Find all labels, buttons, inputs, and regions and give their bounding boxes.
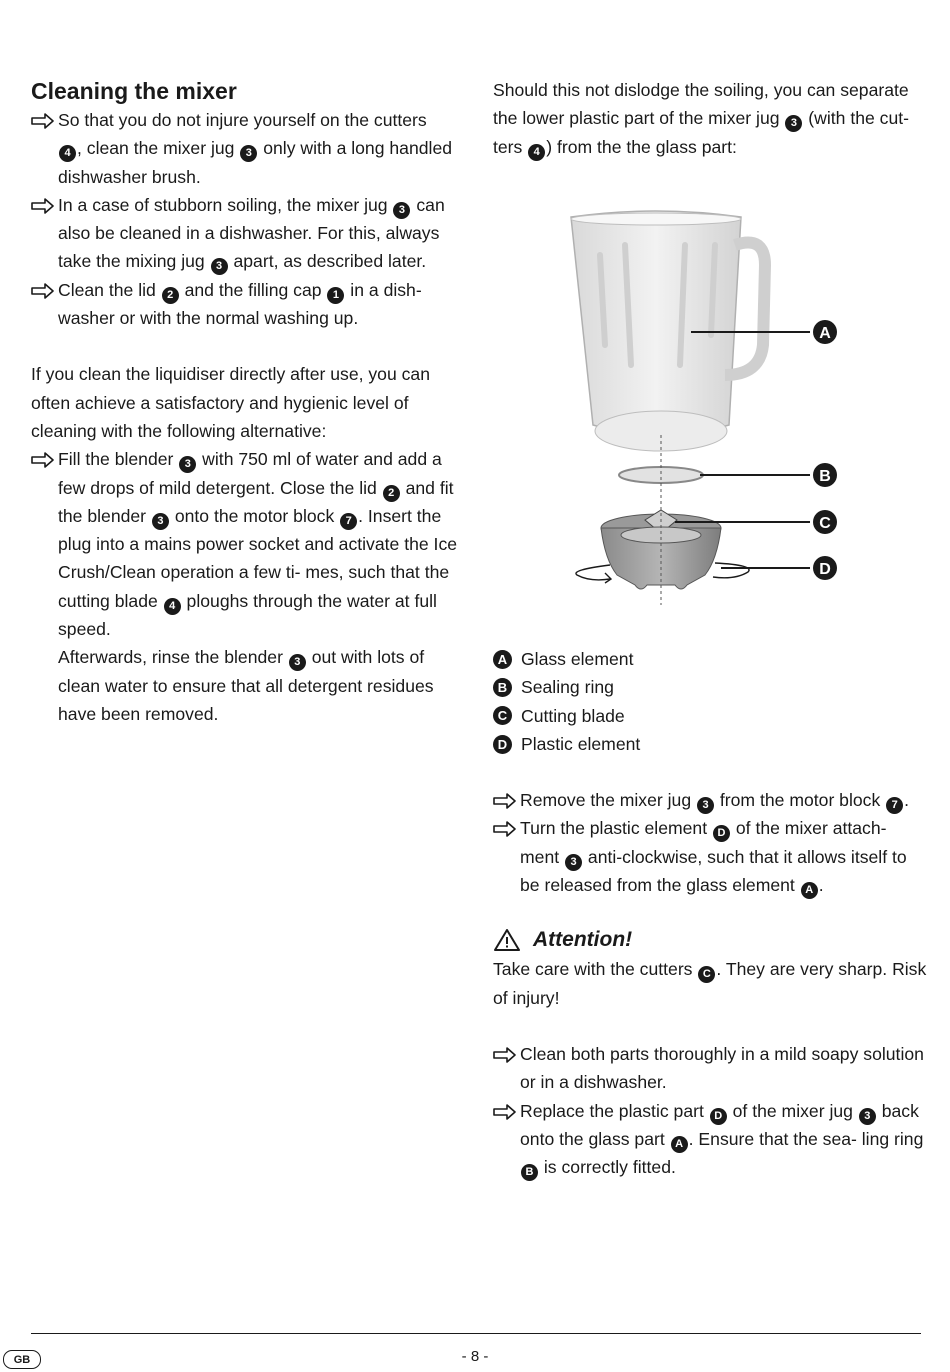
footer-divider	[31, 1333, 921, 1334]
sealing-ring-drawing	[619, 467, 703, 483]
arrow-icon	[31, 276, 55, 304]
page-number: - 8 -	[461, 1348, 489, 1365]
diagram-label-c: C	[819, 515, 831, 532]
list-item: Replace the plastic part D of the mixer jug 3 back onto the glass part A . Ensure that the sea- ling ring B is correctly fitted.	[493, 1097, 928, 1182]
part-number-badge: 3	[565, 854, 582, 871]
part-key-badge: B	[521, 1164, 538, 1181]
legend-key-badge: C	[493, 706, 512, 725]
diagram-label-d: D	[819, 561, 831, 578]
part-number-badge: 4	[528, 144, 545, 161]
section-title: Cleaning the mixer	[31, 78, 237, 104]
warning-text: Take care with the cutters C . They are very sharp. Risk of injury!	[493, 959, 927, 1008]
part-number-badge: 2	[162, 287, 179, 304]
list-item: So that you do not injure yourself on the cutters 4 , clean the mixer jug 3 only with a long handled dishwasher brush.	[31, 106, 461, 191]
diagram-label-b: B	[819, 468, 831, 485]
legend-item: B Sealing ring	[493, 673, 928, 701]
part-number-badge: 2	[383, 485, 400, 502]
separation-intro: Should this not dislodge the soiling, you can separate the lower plastic part of the mixer jug 3 (with the cut- ters 4 ) from the the glass part:	[493, 76, 928, 161]
part-number-badge: 3	[289, 654, 306, 671]
part-number-badge: 7	[886, 797, 903, 814]
intro-paragraph: If you clean the liquidiser directly after use, you can often achieve a satisfactory and hygienic level of cleaning with the following alternative:	[31, 364, 431, 441]
attention-heading: Attention!	[493, 925, 928, 955]
part-number-badge: 4	[59, 145, 76, 162]
part-number-badge: 3	[785, 115, 802, 132]
legend-key-badge: B	[493, 678, 512, 697]
warning-triangle-icon	[493, 928, 521, 952]
language-badge: GB	[3, 1350, 41, 1369]
list-item: Clean both parts thoroughly in a mild soapy solution or in a dishwasher.	[493, 1040, 928, 1097]
list-item: In a case of stubborn soiling, the mixer jug 3 can also be cleaned in a dishwasher. For this, always take the mixing jug 3 apart, as described later.	[31, 191, 461, 276]
part-number-badge: 3	[393, 202, 410, 219]
list-item: Remove the mixer jug 3 from the motor block 7 .	[493, 786, 928, 814]
part-key-badge: A	[671, 1136, 688, 1153]
part-number-badge: 3	[211, 258, 228, 275]
part-key-badge: D	[710, 1108, 727, 1125]
part-number-badge: 3	[697, 797, 714, 814]
part-number-badge: 3	[859, 1108, 876, 1125]
right-column	[493, 76, 928, 161]
part-number-badge: 4	[164, 598, 181, 615]
legend-item: C Cutting blade	[493, 702, 928, 730]
arrow-icon	[493, 786, 517, 814]
arrow-icon	[31, 445, 55, 473]
arrow-icon	[493, 1097, 517, 1125]
right-column-lower	[493, 645, 928, 1181]
part-key-badge: A	[801, 882, 818, 899]
arrow-icon	[31, 191, 55, 219]
diagram-label-a: A	[819, 325, 831, 342]
part-key-badge: D	[713, 825, 730, 842]
part-number-badge: 3	[179, 456, 196, 473]
arrow-icon	[493, 814, 517, 842]
parts-legend	[493, 645, 928, 758]
legend-key-badge: A	[493, 650, 512, 669]
part-number-badge: 1	[327, 287, 344, 304]
blender-jug-diagram	[565, 205, 855, 620]
list-item: Fill the blender 3 with 750 ml of water and add a few drops of mild detergent. Close the lid 2 and fit the blender 3 onto the motor block 7 . Insert the plug into a mains power socket and activate the Ice Crush/Clean operation a few ti- mes, such that the cutting blade 4 ploughs through the water at full speed. Afterwards, rinse the blender 3 out with lots of clean water to ensure that all detergent residues have been removed.	[31, 445, 461, 728]
arrow-icon	[31, 106, 55, 134]
legend-item: D Plastic element	[493, 730, 928, 758]
part-number-badge: 3	[240, 145, 257, 162]
list-item: Turn the plastic element D of the mixer attach- ment 3 anti-clockwise, such that it allows itself to be released from the glass element A .	[493, 814, 928, 899]
left-column	[31, 76, 461, 728]
legend-key-badge: D	[493, 735, 512, 754]
part-number-badge: 3	[152, 513, 169, 530]
part-key-badge: C	[698, 966, 715, 983]
legend-item: A Glass element	[493, 645, 928, 673]
part-number-badge: 7	[340, 513, 357, 530]
list-item: Clean the lid 2 and the filling cap 1 in a dish- washer or with the normal washing up.	[31, 276, 461, 333]
arrow-icon	[493, 1040, 517, 1068]
